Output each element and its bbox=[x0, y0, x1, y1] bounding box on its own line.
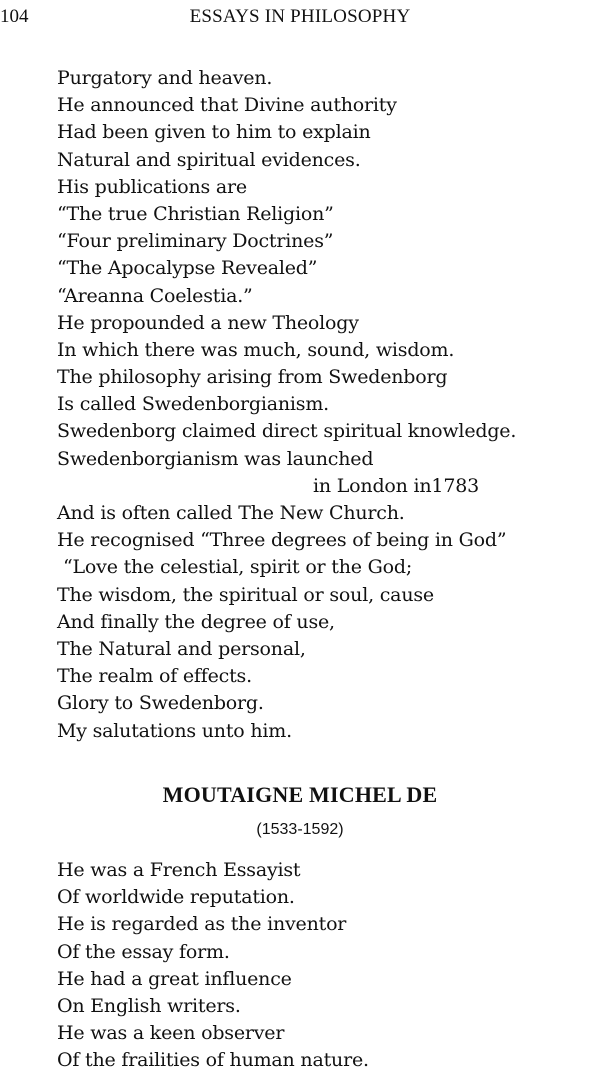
poem-line: The realm of effects. bbox=[57, 665, 252, 688]
poem-line: Of the essay form. bbox=[57, 940, 230, 963]
poem-line: Of the frailities of human nature. bbox=[57, 1049, 369, 1072]
poem-line: Glory to Swedenborg. bbox=[57, 692, 264, 715]
poem-line: “The Apocalypse Revealed” bbox=[57, 257, 318, 280]
life-dates: (1533-1592) bbox=[256, 821, 344, 838]
page-number: 104 bbox=[0, 6, 29, 27]
poem-line: He announced that Divine authority bbox=[57, 94, 397, 117]
poem-line: He propounded a new Theology bbox=[57, 311, 359, 334]
poem-line: And finally the degree of use, bbox=[57, 610, 335, 633]
poem-line: “Areanna Coelestia.” bbox=[57, 284, 253, 307]
poem-line: He was a keen observer bbox=[57, 1022, 285, 1045]
section-heading: MOUTAIGNE MICHEL DE bbox=[162, 782, 438, 807]
poem-line: Swedenborgianism was launched bbox=[57, 447, 374, 470]
poem-line: In which there was much, sound, wisdom. bbox=[57, 338, 455, 361]
poem-line: The philosophy arising from Swedenborg bbox=[57, 366, 448, 389]
poem-line: My salutations unto him. bbox=[57, 719, 292, 742]
poem-line: Had been given to him to explain bbox=[57, 121, 371, 144]
poem-line: His publications are bbox=[57, 175, 247, 198]
poem-line: “Love the celestial, spirit or the God; bbox=[63, 556, 413, 579]
poem-line: Purgatory and heaven. bbox=[57, 67, 273, 89]
poem-montaigne bbox=[57, 857, 369, 1075]
poem-line: “The true Christian Religion” bbox=[57, 202, 334, 225]
poem-swedenborg bbox=[57, 65, 516, 745]
poem-line: He was a French Essayist bbox=[57, 859, 301, 881]
poem-line: The wisdom, the spiritual or soul, cause bbox=[57, 583, 434, 606]
poem-line: He recognised “Three degrees of being in God” bbox=[57, 529, 507, 552]
running-header bbox=[0, 6, 600, 28]
poem-line: He is regarded as the inventor bbox=[57, 913, 347, 936]
poem-line: On English writers. bbox=[57, 994, 241, 1017]
poem-line: Is called Swedenborgianism. bbox=[57, 393, 330, 416]
poem-line: “Four preliminary Doctrines” bbox=[57, 230, 334, 253]
poem-line: Natural and spiritual evidences. bbox=[57, 148, 361, 171]
poem-line: Of worldwide reputation. bbox=[57, 886, 295, 909]
poem-line: The Natural and personal, bbox=[57, 637, 306, 660]
poem-line: And is often called The New Church. bbox=[57, 502, 405, 524]
running-title: ESSAYS IN PHILOSOPHY bbox=[189, 6, 411, 27]
poem-line-indented: in London in1783 bbox=[313, 474, 479, 497]
poem-line: He had a great influence bbox=[57, 967, 292, 990]
poem-line: Swedenborg claimed direct spiritual knowledge. bbox=[57, 420, 517, 443]
